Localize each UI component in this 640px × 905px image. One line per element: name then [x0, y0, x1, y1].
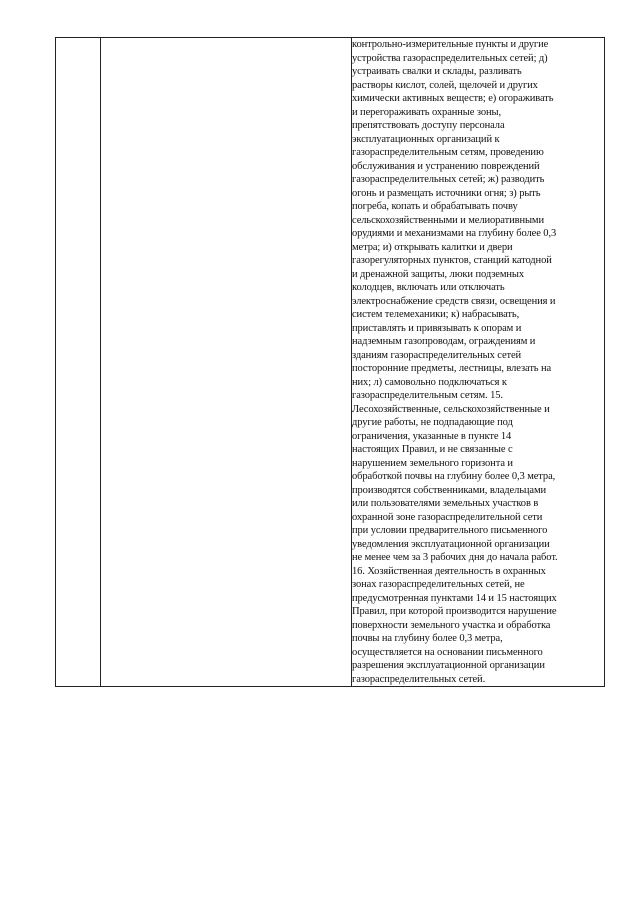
text-line: препятствовать доступу персонала — [352, 120, 505, 131]
text-line: разрешения эксплуатационной организации — [352, 660, 545, 671]
text-line: охранной зоне газораспределительной сети — [352, 511, 543, 523]
text-line: орудиями и механизмами на глубину более 0,3 — [352, 228, 557, 239]
text-line: посторонние предметы, лестницы, влезать на — [352, 363, 552, 374]
text-line: газораспределительным сетям, проведению — [352, 147, 544, 158]
text-line: 16. Хозяйственная деятельность в охранных — [352, 565, 546, 577]
text-line: или пользователями земельных участков в — [352, 498, 539, 509]
text-line: газораспределительных сетей; ж) разводить — [352, 174, 545, 185]
text-line: колодцев, включать или отключать — [352, 282, 505, 293]
text-line: метра; и) открывать калитки и двери — [352, 241, 513, 253]
text-line: ограничения, указанные в пункте 14 — [352, 430, 512, 442]
text-line: предусмотренная пунктами 14 и 15 настоящих — [352, 592, 557, 604]
text-line: них; л) самовольно подключаться к — [352, 376, 507, 388]
text-line: газораспределительных сетей. — [352, 673, 486, 685]
text-line: эксплуатационных организаций к — [352, 133, 500, 145]
text-line: обслуживания и устранению повреждений — [352, 160, 540, 172]
text-line: растворы кислот, солей, щелочей и других — [352, 79, 538, 91]
text-line: газораспределительным сетям. 15. — [352, 390, 503, 401]
text-line: Лесохозяйственные, сельскохозяйственные и — [352, 403, 550, 415]
text-line: почвы на глубину более 0,3 метра, — [352, 633, 503, 644]
text-cell — [352, 38, 605, 687]
text-line: газорегуляторных пунктов, станций катодной — [352, 255, 552, 266]
text-line: контрольно-измерительные пункты и другие — [352, 39, 549, 50]
text-line: не менее чем за 3 рабочих дня до начала работ. — [352, 552, 558, 563]
text-line: обработкой почвы на глубину более 0,3 метра, — [352, 471, 556, 482]
text-line: химически активных веществ; е) огораживать — [352, 93, 554, 104]
text-line: электроснабжение средств связи, освещения и — [352, 295, 556, 307]
text-line: осуществляется на основании письменного — [352, 646, 543, 658]
text-line: огонь и размещать источники огня; з) рыть — [352, 187, 541, 199]
text-line: устройства газораспределительных сетей; д) — [352, 52, 548, 64]
text-line: при условии предварительного письменного — [352, 525, 548, 536]
text-line: и дренажной защиты, люки подземных — [352, 268, 524, 280]
text-line: Правил, при которой производится нарушение — [352, 606, 557, 617]
text-line: уведомления эксплуатационной организации — [352, 538, 550, 550]
text-line: и перегораживать охранные зоны, — [352, 106, 501, 118]
text-line: сельскохозяйственными и мелиоративными — [352, 214, 544, 226]
text-line: систем телемеханики; к) набрасывать, — [352, 309, 520, 320]
text-line: другие работы, не подпадающие под — [352, 417, 513, 428]
text-line: приставлять и привязывать к опорам и — [352, 322, 522, 334]
text-line: надземным газопроводам, ограждениям и — [352, 336, 536, 347]
number-cell — [56, 38, 101, 687]
text-line: устраивать свалки и склады, разливать — [352, 66, 522, 77]
text-line: зонах газораспределительных сетей, не — [352, 579, 525, 590]
text-line: нарушением земельного горизонта и — [352, 457, 513, 469]
text-line: производятся собственниками, владельцами — [352, 484, 547, 496]
table-row — [56, 38, 605, 687]
regulation-table — [55, 37, 605, 687]
text-line: настоящих Правил, и не связанные с — [352, 444, 513, 455]
text-line: погреба, копать и обрабатывать почву — [352, 201, 518, 212]
text-line: зданиям газораспределительных сетей — [352, 349, 522, 361]
name-cell — [101, 38, 352, 687]
text-line: поверхности земельного участка и обработка — [352, 619, 551, 631]
